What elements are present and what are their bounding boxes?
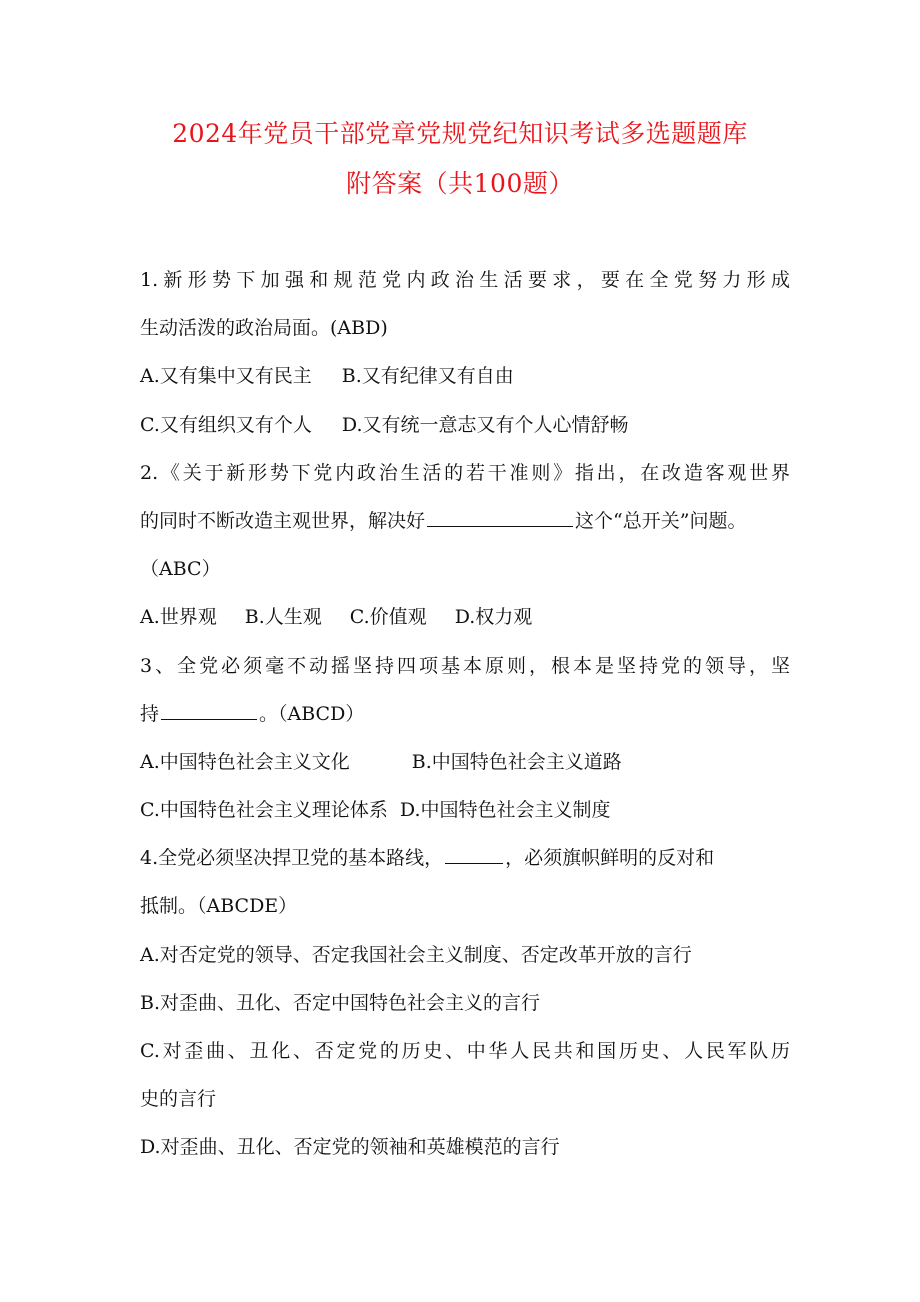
question-3-option-d: D.中国特色社会主义制度 <box>399 799 611 822</box>
question-2-stem-line-2 <box>140 504 790 552</box>
question-4-stem-before-blank: 4.全党必须坚决捍卫党的基本路线， <box>140 847 444 870</box>
question-1-option-d: D.又有统一意志又有个人心情舒畅 <box>341 413 629 436</box>
question-4-option-c-line-2: 史的言行 <box>140 1088 217 1111</box>
question-2-answer-blank <box>427 525 573 527</box>
question-2-stem-line-1: 2.《关于新形势下党内政治生活的若干准则》指出，在改造客观世界 <box>140 461 790 484</box>
question-3-option-a: A.中国特色社会主义文化 <box>140 750 350 773</box>
question-1-option-c: C.又有组织又有个人 <box>140 413 312 436</box>
document-title-line-1: 2024年党员干部党章党规党纪知识考试多选题题库 <box>172 119 748 148</box>
question-4-stem-line-1 <box>140 841 790 889</box>
question-list <box>140 263 790 1179</box>
question-2-option-c: C.价值观 <box>349 606 427 629</box>
question-1-stem-line-2: 生动活泼的政治局面。(ABD) <box>140 317 388 340</box>
question-4-option-d: D.对歪曲、丑化、否定党的领袖和英雄模范的言行 <box>140 1136 560 1159</box>
question-1-options-row-2 <box>140 408 790 456</box>
question-2-stem-before-blank: 的同时不断改造主观世界，解决好 <box>140 509 426 532</box>
question-1-options-row-1 <box>140 359 790 407</box>
question-1-option-a: A.又有集中又有民主 <box>140 365 312 388</box>
question-3-options-row-1 <box>140 745 790 793</box>
question-4-option-b: B.对歪曲、丑化、否定中国特色社会主义的言行 <box>140 991 541 1014</box>
question-3-stem-before-blank: 持 <box>140 702 160 725</box>
question-2-option-d: D.权力观 <box>454 606 533 629</box>
question-1-stem-line-1: 1.新形势下加强和规范党内政治生活要求，要在全党努力形成 <box>140 269 790 291</box>
question-3-option-c: C.中国特色社会主义理论体系 <box>140 799 388 822</box>
question-4-option-a: A.对否定党的领导、否定我国社会主义制度、否定改革开放的言行 <box>140 943 692 966</box>
question-2-options-row <box>140 600 790 648</box>
question-3-stem-line-1: 3、全党必须毫不动摇坚持四项基本原则，根本是坚持党的领导，坚 <box>140 654 790 677</box>
question-2-answer: （ABC） <box>140 558 221 581</box>
question-2-option-a: A.世界观 <box>140 606 217 629</box>
question-3-answer-blank <box>161 718 257 720</box>
question-3-option-b: B.中国特色社会主义道路 <box>411 750 622 773</box>
question-4-stem-line-2: 抵制。（ABCDE） <box>140 895 298 918</box>
question-2-option-b: B.人生观 <box>244 606 322 629</box>
question-4-option-c-line-1: C.对歪曲、丑化、否定党的历史、中华人民共和国历史、人民军队历 <box>140 1040 790 1062</box>
question-1-option-b: B.又有纪律又有自由 <box>341 365 514 388</box>
question-2-stem-after-blank: 这个“总开关”问题。 <box>575 509 747 532</box>
question-4-answer-blank <box>445 862 503 864</box>
question-3-stem-after-blank: 。（ABCD） <box>259 702 365 725</box>
question-3-stem-line-2 <box>140 697 790 745</box>
question-3-options-row-2 <box>140 793 790 841</box>
document-title-line-2: 附答案（共100题） <box>346 169 574 198</box>
question-4-stem-after-blank: ，必须旗帜鲜明的反对和 <box>505 847 715 870</box>
